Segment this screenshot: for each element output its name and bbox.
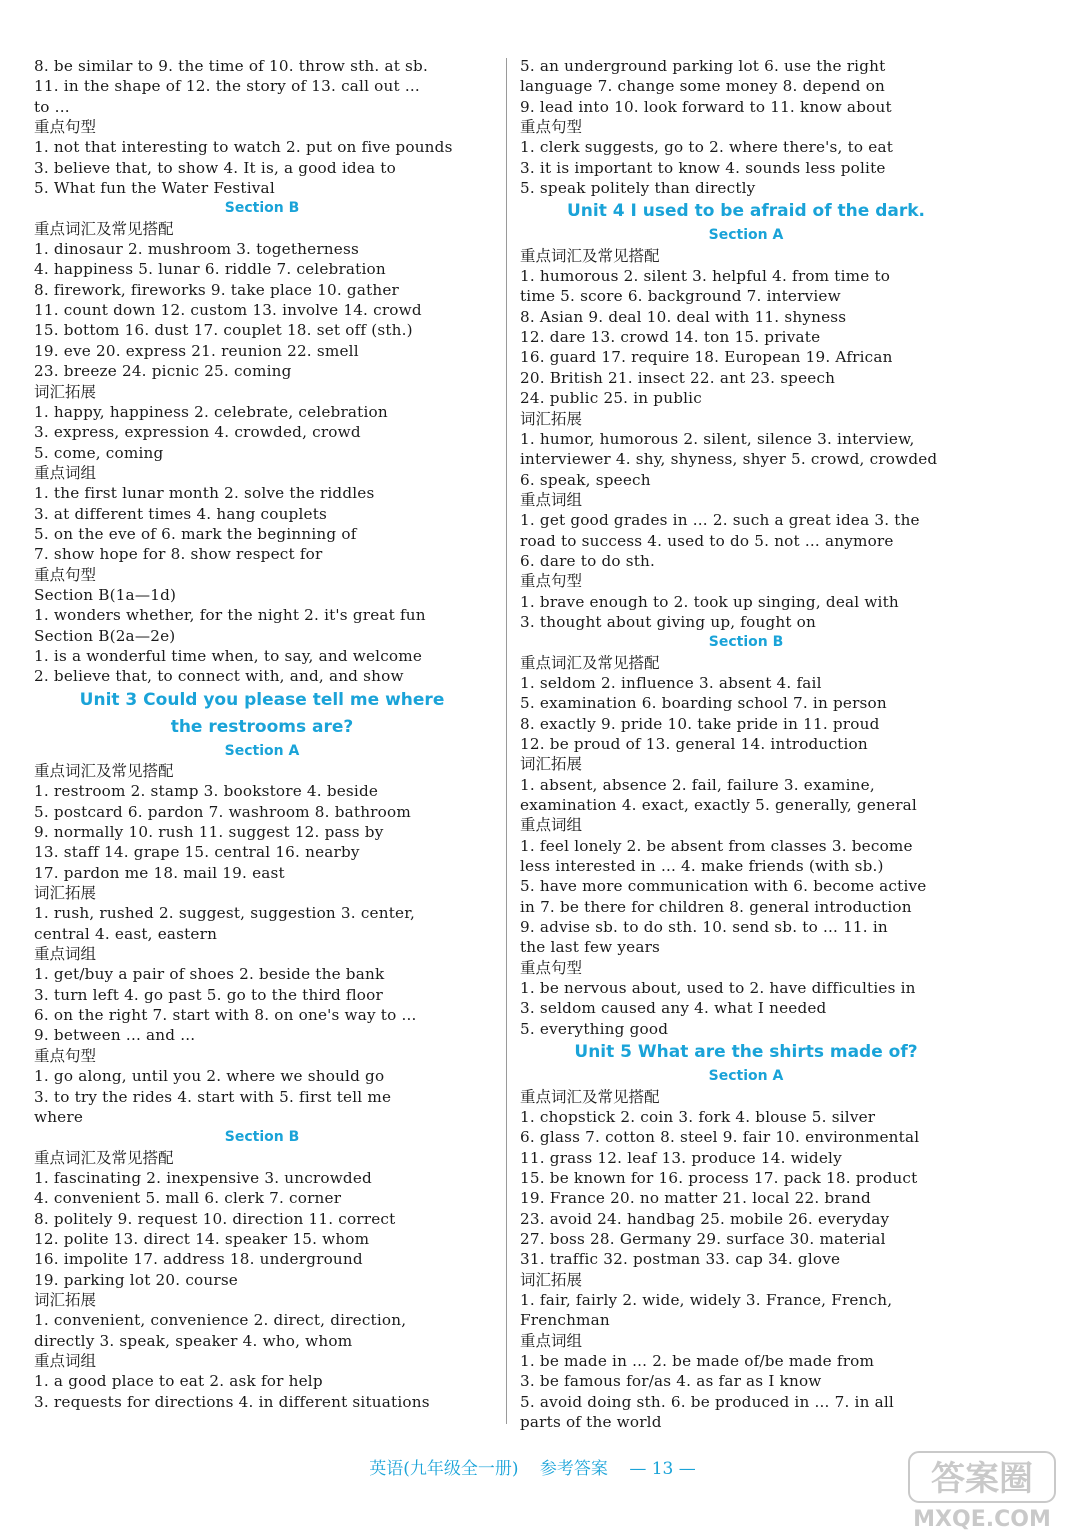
answer-line: 23. avoid 24. handbag 25. mobile 26. everyday [520, 1209, 890, 1228]
category-heading: 词汇拓展 [520, 755, 583, 774]
answer-line: 3. believe that, to show 4. It is, a good idea to [34, 158, 396, 177]
answer-line: 4. convenient 5. mall 6. clerk 7. corner [34, 1189, 342, 1208]
answer-line: interviewer 4. shy, shyness, shyer 5. crowd, crowded [520, 450, 938, 469]
answer-line: 1. fair, fairly 2. wide, widely 3. France, French, [520, 1290, 893, 1309]
category-heading: 重点词汇及常见搭配 [520, 653, 660, 672]
answer-line: 12. polite 13. direct 14. speaker 15. whom [34, 1229, 370, 1248]
answer-line: Section B(2a—2e) [34, 626, 176, 645]
answer-line: 3. turn left 4. go past 5. go to the third floor [34, 985, 383, 1004]
answer-line: 8. Asian 9. deal 10. deal with 11. shyness [520, 307, 847, 326]
answer-line: 4. happiness 5. lunar 6. riddle 7. celebration [34, 260, 386, 279]
answer-line: 1. fascinating 2. inexpensive 3. uncrowded [34, 1168, 372, 1187]
answer-line: 3. it is important to know 4. sounds less polite [520, 158, 886, 177]
answer-line: 19. parking lot 20. course [34, 1270, 238, 1289]
category-heading: 词汇拓展 [520, 1270, 583, 1289]
answer-line: 23. breeze 24. picnic 25. coming [34, 362, 292, 381]
answer-line: 1. not that interesting to watch 2. put on five pounds [34, 138, 453, 157]
answer-line: 5. an underground parking lot 6. use the right [520, 57, 886, 75]
answer-line: 1. be made in ... 2. be made of/be made from [520, 1351, 875, 1370]
category-heading: 重点句型 [520, 958, 583, 977]
category-heading: 词汇拓展 [34, 884, 97, 903]
category-heading: 词汇拓展 [34, 1290, 97, 1309]
left-column [34, 56, 490, 1412]
category-heading: 重点词汇及常见搭配 [520, 246, 660, 265]
answer-line: 8. firework, fireworks 9. take place 10. gather [34, 280, 400, 299]
answer-line: less interested in ... 4. make friends (with sb.) [520, 857, 884, 876]
category-heading: 词汇拓展 [34, 382, 97, 401]
answer-line: 19. eve 20. express 21. reunion 22. smell [34, 341, 359, 360]
answer-line: 1. the first lunar month 2. solve the riddles [34, 484, 375, 503]
section-heading: Section B [224, 1129, 300, 1146]
answer-line: Frenchman [520, 1311, 610, 1330]
answer-line: 20. British 21. insect 22. ant 23. speech [520, 368, 836, 387]
answer-line: 3. requests for directions 4. in different situations [34, 1392, 430, 1411]
answer-line: 1. go along, until you 2. where we should go [34, 1067, 385, 1086]
category-heading: 重点词组 [520, 816, 583, 835]
answer-line: 11. in the shape of 12. the story of 13. call out ... [34, 77, 420, 96]
category-heading: 重点句型 [34, 565, 97, 584]
watermark-logo [907, 1450, 1057, 1532]
answer-line: 6. glass 7. cotton 8. steel 9. fair 10. environmental [520, 1128, 920, 1147]
answer-line: 1. brave enough to 2. took up singing, deal with [520, 592, 899, 611]
unit-title: Unit 5 What are the shirts made of? [574, 1042, 918, 1063]
answer-line: 9. advise sb. to do sth. 10. send sb. to ... 11. in [520, 918, 888, 937]
answer-line: 6. dare to do sth. [520, 551, 656, 570]
footer-label: 参考答案 [539, 1459, 608, 1479]
unit-title: Unit 4 I used to be afraid of the dark. [566, 201, 926, 222]
answer-line: 1. a good place to eat 2. ask for help [34, 1372, 323, 1391]
answer-line: 6. on the right 7. start with 8. on one's way to ... [34, 1006, 417, 1025]
category-heading: 重点词组 [520, 1331, 583, 1350]
section-heading: Section A [708, 227, 784, 244]
category-heading: 重点词汇及常见搭配 [520, 1087, 660, 1106]
answer-line: 1. dinosaur 2. mushroom 3. togetherness [34, 240, 359, 259]
answer-line: 12. be proud of 13. general 14. introduction [520, 735, 868, 753]
answer-line: 8. be similar to 9. the time of 10. throw sth. at sb. [34, 57, 428, 75]
answer-line: 5. everything good [520, 1019, 669, 1038]
section-heading: Section A [708, 1068, 784, 1085]
answer-line: 15. bottom 16. dust 17. couplet 18. set off (sth.) [34, 321, 413, 340]
answer-line: 12. dare 13. crowd 14. ton 15. private [520, 328, 821, 347]
answer-line: 31. traffic 32. postman 33. cap 34. glove [520, 1250, 841, 1269]
answer-line: 8. exactly 9. pride 10. take pride in 11. proud [520, 714, 880, 733]
answer-line: 5. What fun the Water Festival [34, 179, 275, 198]
answer-line: 1. convenient, convenience 2. direct, direction, [34, 1311, 407, 1330]
answer-line: 3. to try the rides 4. start with 5. first tell me [34, 1087, 392, 1106]
answer-line: 5. have more communication with 6. become active [520, 877, 927, 896]
unit-title: Unit 3 Could you please tell me where [79, 689, 445, 710]
answer-line: 11. count down 12. custom 13. involve 14. crowd [34, 301, 422, 320]
category-heading: 重点词汇及常见搭配 [34, 219, 174, 238]
answer-line: 11. grass 12. leaf 13. produce 14. widely [520, 1148, 842, 1167]
answer-line: 5. examination 6. boarding school 7. in person [520, 694, 887, 713]
category-heading: 词汇拓展 [520, 409, 583, 428]
answer-line: 1. rush, rushed 2. suggest, suggestion 3. center, [34, 904, 416, 923]
page-footer [0, 1456, 1065, 1482]
answer-line: 9. lead into 10. look forward to 11. know about [520, 97, 892, 116]
category-heading: 重点词汇及常见搭配 [34, 762, 174, 780]
category-heading: 重点词组 [34, 1351, 97, 1370]
category-heading: 重点词汇及常见搭配 [34, 1148, 174, 1167]
answer-line: 5. come, coming [34, 443, 164, 462]
answer-line: 1. humorous 2. silent 3. helpful 4. from time to [520, 267, 891, 286]
answer-line: central 4. east, eastern [34, 924, 218, 943]
answer-line: Section B(1a—1d) [34, 585, 177, 604]
answer-line: language 7. change some money 8. depend on [520, 77, 886, 96]
answer-line: 19. France 20. no matter 21. local 22. brand [520, 1189, 871, 1208]
answer-line: 3. be famous for/as 4. as far as I know [520, 1372, 822, 1391]
answer-line: 2. believe that, to connect with, and, and show [34, 667, 404, 686]
category-heading: 重点词组 [520, 490, 583, 509]
answer-line: 1. wonders whether, for the night 2. it's great fun [34, 606, 426, 625]
page-number: — 13 — [629, 1459, 696, 1479]
answer-line: 1. seldom 2. influence 3. absent 4. fail [520, 673, 822, 692]
answer-line: time 5. score 6. background 7. interview [520, 287, 841, 306]
answer-line: 17. pardon me 18. mail 19. east [34, 863, 285, 882]
category-heading: 重点词组 [34, 463, 97, 482]
answer-line: 15. be known for 16. process 17. pack 18. product [520, 1168, 918, 1187]
answer-line: 8. politely 9. request 10. direction 11. correct [34, 1209, 396, 1228]
answer-line: directly 3. speak, speaker 4. who, whom [34, 1331, 353, 1350]
answer-line: 1. happy, happiness 2. celebrate, celebration [34, 402, 388, 421]
answer-line: 1. be nervous about, used to 2. have difficulties in [520, 979, 916, 998]
answer-line: 16. impolite 17. address 18. underground [34, 1250, 363, 1269]
answer-line: 1. chopstick 2. coin 3. fork 4. blouse 5. silver [520, 1107, 876, 1126]
answer-line: 1. clerk suggests, go to 2. where there's, to eat [520, 138, 894, 157]
answer-line: in 7. be there for children 8. general introduction [520, 897, 912, 916]
answer-line: 6. speak, speech [520, 470, 651, 489]
answer-line: 1. absent, absence 2. fail, failure 3. examine, [520, 775, 875, 794]
answer-line: 9. between ... and ... [34, 1026, 196, 1045]
watermark-graphic [907, 1450, 1057, 1532]
answer-line: 27. boss 28. Germany 29. surface 30. material [520, 1229, 886, 1248]
answer-line: 1. restroom 2. stamp 3. bookstore 4. beside [34, 782, 379, 801]
answer-line: 5. avoid doing sth. 6. be produced in ... 7. in all [520, 1392, 894, 1411]
section-heading: Section A [224, 742, 300, 759]
answer-line: 1. feel lonely 2. be absent from classes 3. become [520, 836, 913, 855]
answer-line: 1. get/buy a pair of shoes 2. beside the bank [34, 965, 385, 984]
answer-line: 9. normally 10. rush 11. suggest 12. pass by [34, 823, 384, 842]
answer-line: 3. thought about giving up, fought on [520, 612, 817, 631]
answer-line: 3. seldom caused any 4. what I needed [520, 999, 827, 1018]
category-heading: 重点句型 [34, 118, 97, 137]
section-heading: Section B [708, 634, 784, 651]
category-heading: 重点词组 [34, 945, 97, 964]
section-heading: Section B [224, 200, 300, 217]
answer-line: 5. postcard 6. pardon 7. washroom 8. bathroom [34, 802, 411, 821]
answer-line: examination 4. exact, exactly 5. generally, general [520, 796, 917, 815]
answer-line: 1. get good grades in ... 2. such a great idea 3. the [520, 511, 920, 530]
answer-line: 1. humor, humorous 2. silent, silence 3. interview, [520, 429, 915, 448]
footer-subject: 英语(九年级全一册) [369, 1459, 519, 1479]
category-heading: 重点句型 [520, 118, 583, 137]
watermark-url: MXQE.COM [913, 1507, 1051, 1532]
answer-line: 3. at different times 4. hang couplets [34, 504, 328, 523]
answer-line: 24. public 25. in public [520, 389, 702, 408]
column-divider [506, 58, 507, 1424]
answer-line: 13. staff 14. grape 15. central 16. nearby [34, 843, 360, 862]
answer-line: 16. guard 17. require 18. European 19. African [520, 348, 893, 367]
answer-line: 5. on the eve of 6. mark the beginning of [34, 524, 357, 543]
answer-line: 1. is a wonderful time when, to say, and welcome [34, 646, 423, 665]
answer-line: 5. speak politely than directly [520, 179, 756, 198]
answer-line: where [34, 1107, 84, 1126]
category-heading: 重点句型 [520, 572, 583, 591]
answer-line: parts of the world [520, 1413, 662, 1431]
answer-line: 3. express, expression 4. crowded, crowd [34, 423, 361, 442]
answer-line: road to success 4. used to do 5. not ... anymore [520, 531, 894, 550]
answer-line: 7. show hope for 8. show respect for [34, 545, 323, 564]
answer-line: to ... [34, 97, 70, 116]
category-heading: 重点句型 [34, 1046, 97, 1065]
answer-line: the last few years [520, 938, 661, 957]
unit-title: the restrooms are? [170, 716, 354, 737]
right-column [520, 56, 972, 1432]
watermark-chars: 答案圈 [931, 1459, 1033, 1499]
